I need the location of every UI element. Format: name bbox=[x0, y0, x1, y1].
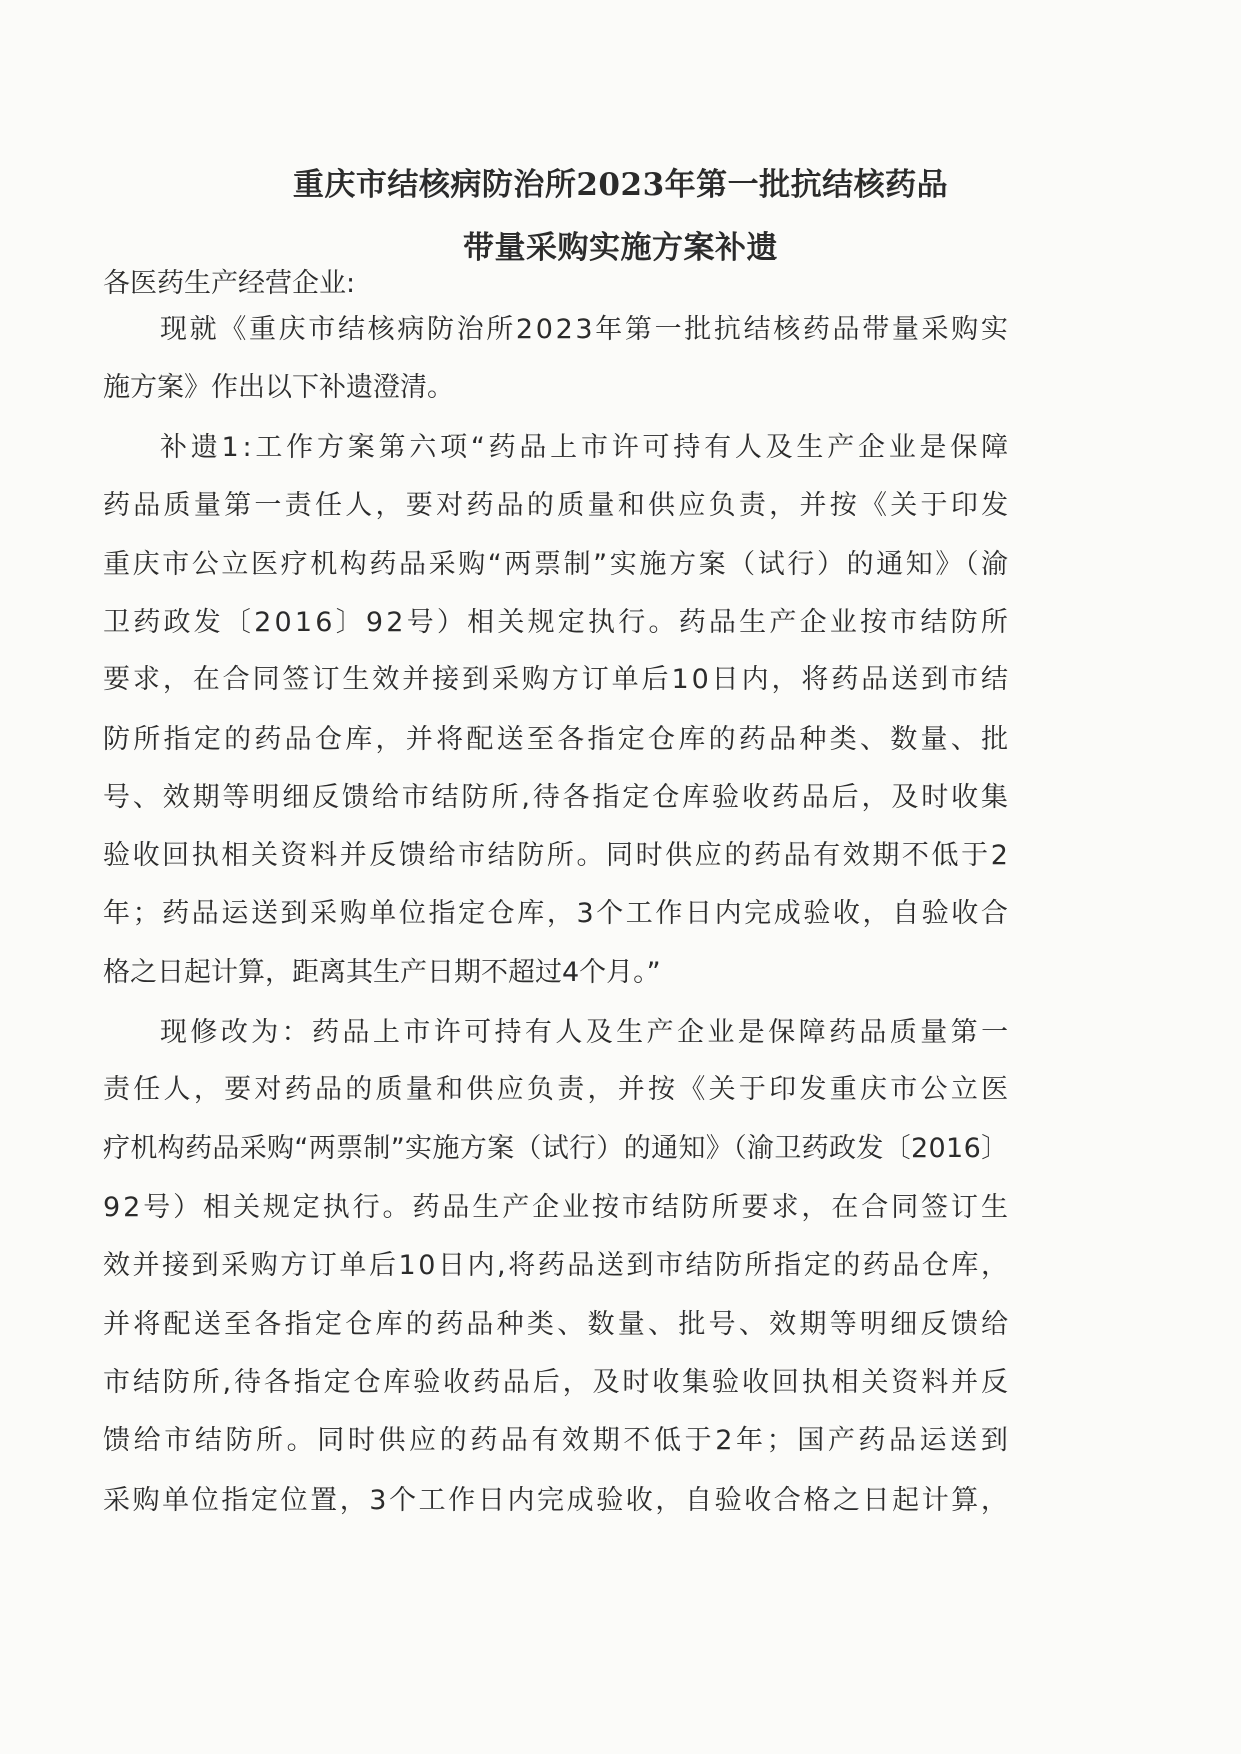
body-line: 责任人，要对药品的质量和供应负责，并按《关于印发重庆市公立医 bbox=[103, 1074, 1012, 1105]
document-title-line-2: 带量采购实施方案补遗 bbox=[463, 230, 778, 266]
body-line: 市结防所,待各指定仓库验收药品后，及时收集验收回执相关资料并反 bbox=[103, 1367, 1011, 1398]
body-line: 并将配送至各指定仓库的药品种类、数量、批号、效期等明细反馈给 bbox=[103, 1309, 1012, 1340]
body-line: 补遗1:工作方案第六项“药品上市许可持有人及生产企业是保障 bbox=[160, 432, 1012, 463]
salutation: 各医药生产经营企业: bbox=[103, 268, 356, 299]
body-line: 格之日起计算，距离其生产日期不超过4个月。” bbox=[103, 957, 661, 988]
body-line: 重庆市公立医疗机构药品采购“两票制”实施方案（试行）的通知》（渝 bbox=[103, 549, 1011, 580]
body-line: 要求，在合同签订生效并接到采购方订单后10日内，将药品送到市结 bbox=[103, 664, 1011, 695]
body-line: 效并接到采购方订单后10日内,将药品送到市结防所指定的药品仓库， bbox=[103, 1250, 1011, 1281]
document-title-line-1: 重庆市结核病防治所2023年第一批抗结核药品 bbox=[292, 167, 949, 203]
body-line: 防所指定的药品仓库，并将配送至各指定仓库的药品种类、数量、批 bbox=[103, 724, 1012, 755]
body-line: 现修改为：药品上市许可持有人及生产企业是保障药品质量第一 bbox=[160, 1017, 1012, 1048]
body-line: 卫药政发〔2016〕92号）相关规定执行。药品生产企业按市结防所 bbox=[103, 607, 1012, 638]
body-line: 药品质量第一责任人，要对药品的质量和供应负责，并按《关于印发 bbox=[103, 490, 1012, 521]
body-line: 疗机构药品采购“两票制”实施方案（试行）的通知》（渝卫药政发〔2016〕 bbox=[103, 1133, 1009, 1164]
body-line: 馈给市结防所。同时供应的药品有效期不低于2年；国产药品运送到 bbox=[103, 1425, 1012, 1456]
body-line: 采购单位指定位置，3个工作日内完成验收，自验收合格之日起计算， bbox=[103, 1485, 1011, 1516]
body-line: 验收回执相关资料并反馈给市结防所。同时供应的药品有效期不低于2 bbox=[103, 840, 1011, 871]
body-line: 年；药品运送到采购单位指定仓库，3个工作日内完成验收，自验收合 bbox=[103, 898, 1011, 929]
body-line: 号、效期等明细反馈给市结防所,待各指定仓库验收药品后，及时收集 bbox=[103, 782, 1011, 813]
body-line: 现就《重庆市结核病防治所2023年第一批抗结核药品带量采购实 bbox=[160, 314, 1011, 345]
body-line: 92号）相关规定执行。药品生产企业按市结防所要求，在合同签订生 bbox=[103, 1192, 1011, 1223]
body-line: 施方案》作出以下补遗澄清。 bbox=[103, 372, 454, 403]
